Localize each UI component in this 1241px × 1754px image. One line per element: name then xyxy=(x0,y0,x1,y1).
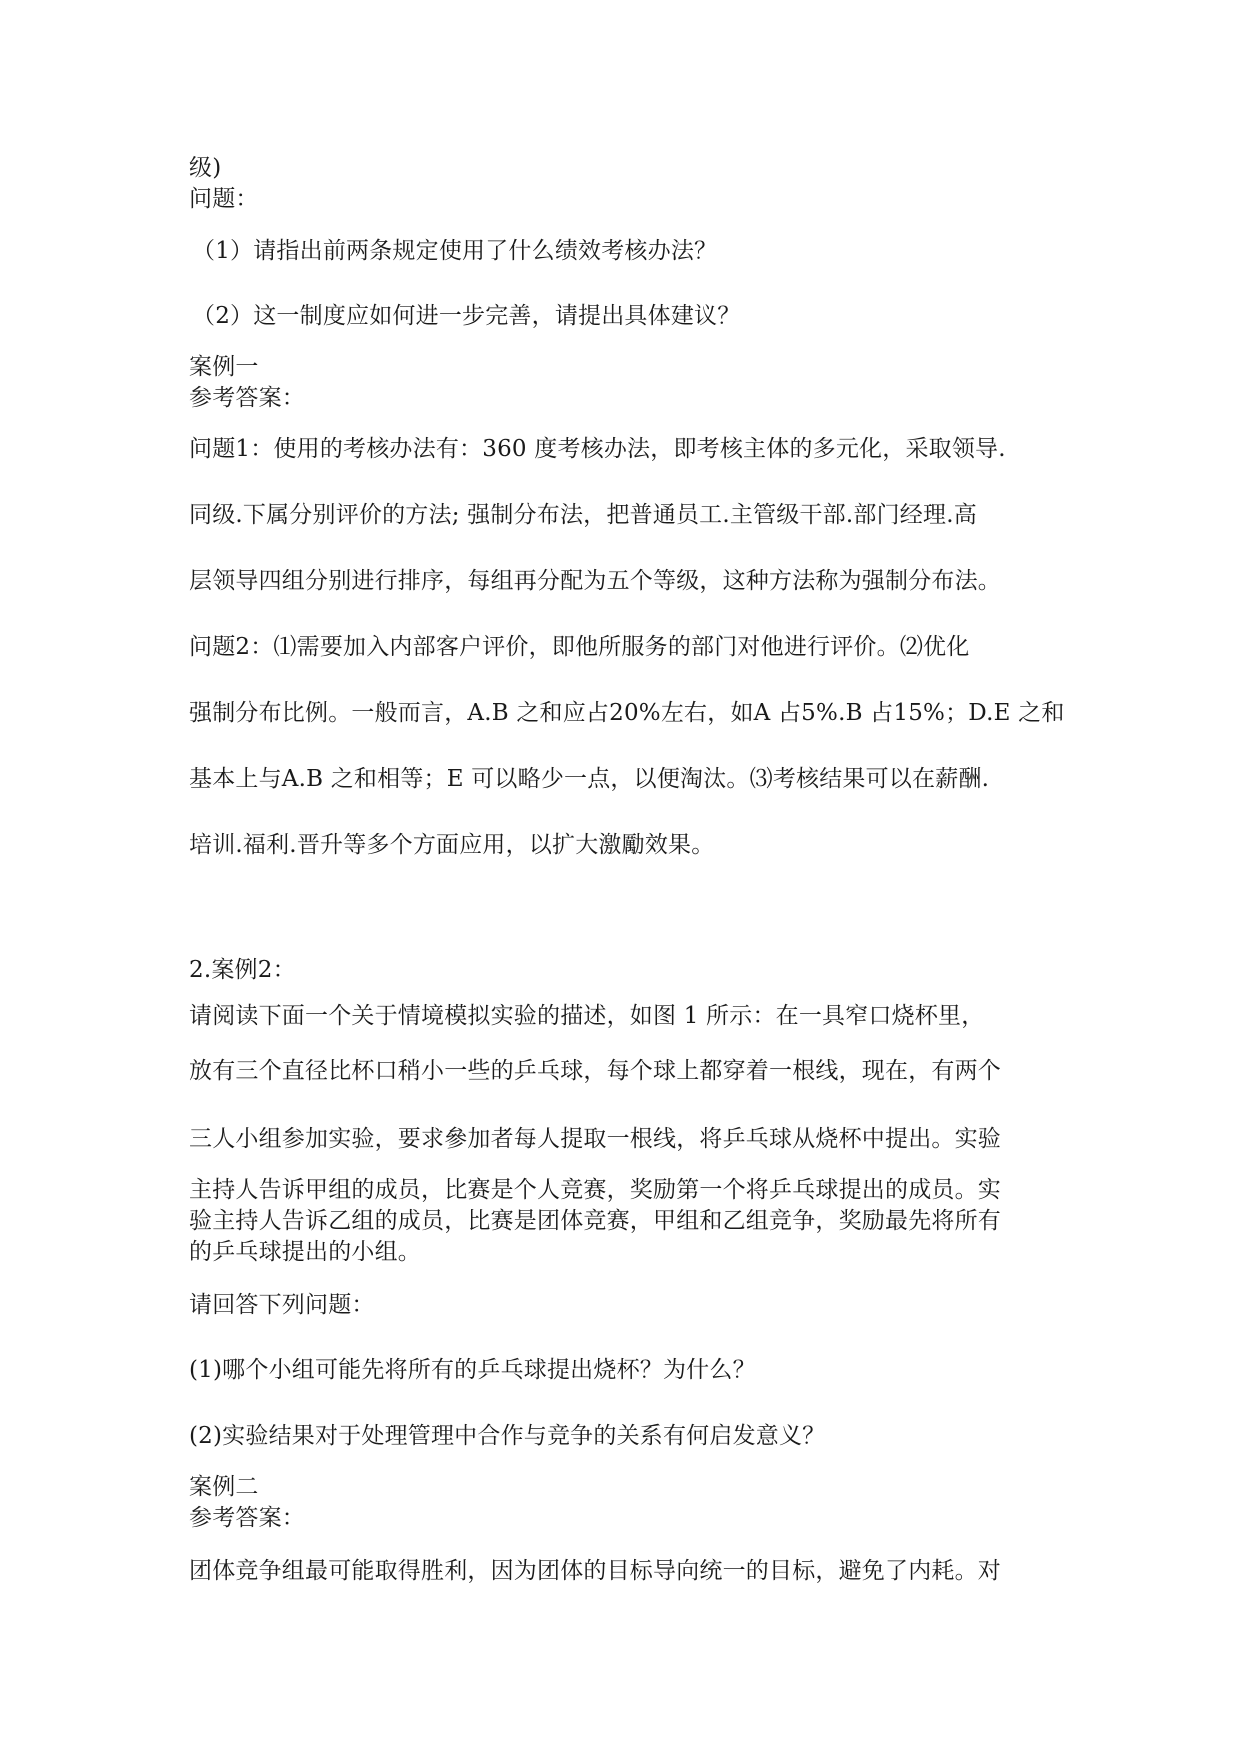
text-line: 培训.福利.晋升等多个方面应用，以扩大激勵效果。 xyxy=(189,832,715,858)
question-line: （2）这一制度应如何进一步完善，请提出具体建议？ xyxy=(192,303,741,329)
text-line: 三人小组参加实验，要求參加者每人提取一根线，将乒乓球从烧杯中提出。实验 xyxy=(189,1126,1001,1152)
text-line: 级) xyxy=(189,155,222,181)
text-line: 的乒乓球提出的小组。 xyxy=(189,1239,421,1265)
text-line: 团体竞争组最可能取得胜利，因为团体的目标导向统一的目标，避免了内耗。对 xyxy=(189,1558,1001,1584)
text-line: 验主持人告诉乙组的成员，比赛是团体竞赛，甲组和乙组竞争，奖励最先将所有 xyxy=(189,1208,1001,1234)
question-line: (2)实验结果对于处理管理中合作与竞争的关系有何启发意义？ xyxy=(189,1423,826,1449)
case-heading: 2.案例2： xyxy=(189,957,296,983)
question-line: (1)哪个小组可能先将所有的乒乓球提出烧杯？为什么？ xyxy=(189,1357,756,1383)
text-line: 问题2：⑴需要加入内部客户评价，即他所服务的部门对他进行评价。⑵优化 xyxy=(189,634,970,660)
question-line: （1）请指出前两条规定使用了什么绩效考核办法？ xyxy=(192,238,718,264)
text-line: 强制分布比例。一般而言，A.B 之和应占20%左右，如A 占5%.B 占15%；D.E 之和 xyxy=(189,700,1065,726)
text-line: 放有三个直径比杯口稍小一些的乒乓球，每个球上都穿着一根线，现在，有两个 xyxy=(189,1058,1001,1084)
text-line: 主持人告诉甲组的成员，比赛是个人竞赛，奖励第一个将乒乓球提出的成员。实 xyxy=(189,1177,1001,1203)
case-heading: 案例一 xyxy=(189,354,259,380)
text-line: 请阅读下面一个关于情境模拟实验的描述，如图 1 所示：在一具窄口烧杯里， xyxy=(189,1003,985,1029)
text-line: 基本上与A.B 之和相等；E 可以略少一点，以便淘汰。⑶考核结果可以在薪酬. xyxy=(189,766,990,792)
text-line: 层领导四组分别进行排序，每组再分配为五个等级，这种方法称为强制分布法。 xyxy=(189,568,1001,594)
answer-heading: 参考答案： xyxy=(189,385,305,411)
answer-heading: 参考答案： xyxy=(189,1505,305,1531)
text-line: 问题1：使用的考核办法有：360 度考核办法，即考核主体的多元化，采取领导. xyxy=(189,436,1006,462)
case-heading: 案例二 xyxy=(189,1474,259,1500)
text-line: 请回答下列问题： xyxy=(189,1292,375,1318)
text-line: 问题： xyxy=(189,186,259,212)
text-line: 同级.下属分别评价的方法; 强制分布法，把普通员工.主管级干部.部门经理.高 xyxy=(189,502,977,528)
